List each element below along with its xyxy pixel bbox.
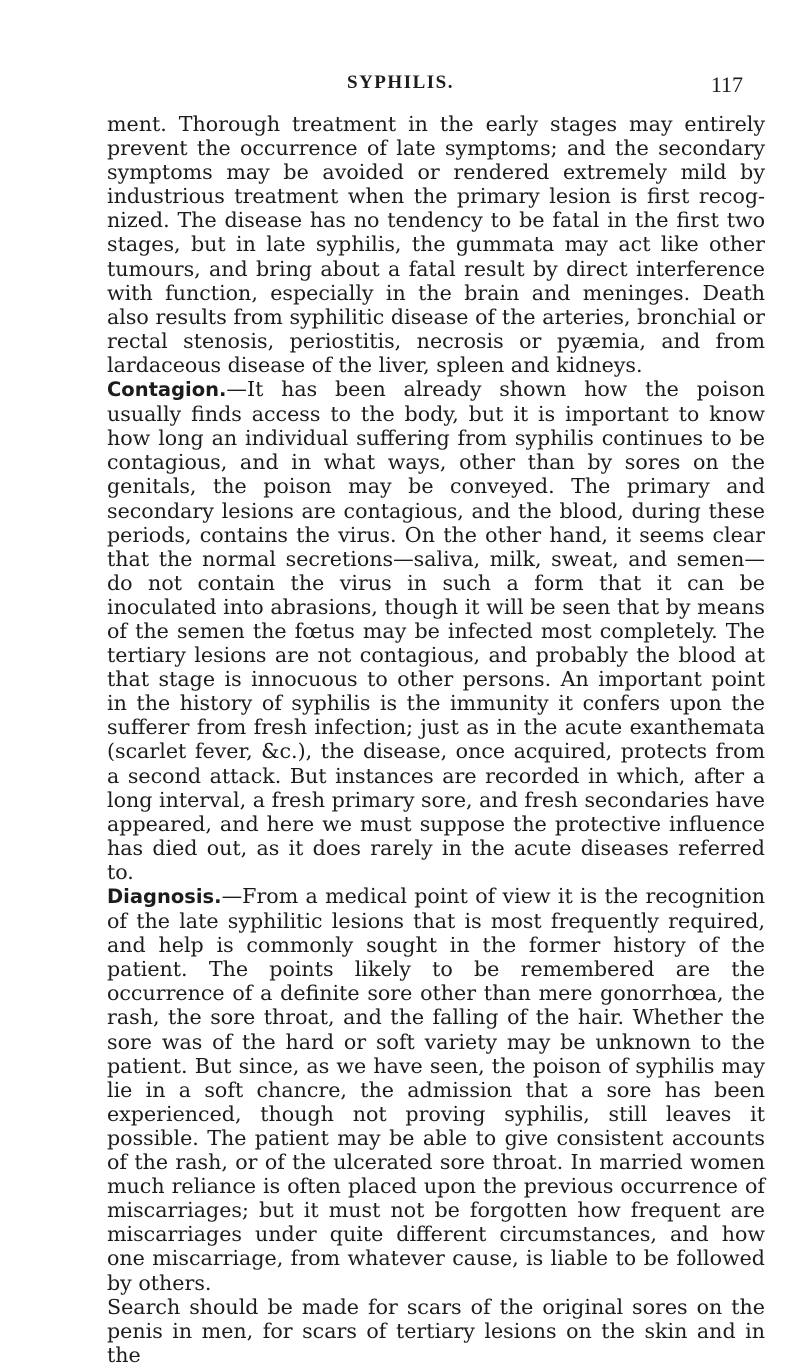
side-heading-diagnosis: Diagnosis. xyxy=(107,885,222,908)
paragraph-search-scars xyxy=(107,1295,765,1367)
side-heading-contagion: Contagion. xyxy=(107,378,227,402)
paragraph-text: ment. Thorough treatment in the early stages may entirely prevent the occurrence of late symptoms; and the secondary symptoms may be avoided or rendered extremely mild by industrious treatment when the primary lesion is first recognized. The disease has no tendency to be fatal in the first two stages, but in late syphilis, the gummata may act like other tumours, and bring about a fatal result by direct interference with function, especially in the brain and meninges. Death also results from syphilitic disease of the arteries, bronchial or rectal stenosis, periostitis, necrosis or pyæmia, and from lardaceous disease of the liver, spleen and kidneys. xyxy=(107,112,765,377)
paragraph-text: —From a medical point of view it is the recognition of the late syphilitic lesions that is most frequently required, and help is commonly sought in the former history of the patient. The points likely to be remembered are the occurrence of a definite sore other than mere gonorrhœa, the rash, the sore throat, and the falling of the hair. Whether the sore was of the hard or soft variety may be unknown to the patient. But since, as we have seen, the poison of syphilis may lie in a soft chancre, the admission that a sore has been experienced, though not proving syphilis, still leaves it possible. The patient may be able to give consistent accounts of the rash, or of the ulcerated sore throat. In married women much reliance is often placed upon the previous occurrence of miscarriages; but it must not be forgotten how frequent are miscarriages under quite different circumstances, and how one miscarriage, from whatever cause, is liable to be followed by others. xyxy=(107,884,765,1295)
body-text xyxy=(107,112,765,1367)
paragraph-text: —It has been already shown how the poison usually finds access to the body, but it is important to know how long an individual suffering from syphilis continues to be contagious, and in what ways, other than by sores on the genitals, the poison may be conveyed. The primary and secondary lesions are contagious, and the blood, during these periods, contains the virus. On the other hand, it seems clear that the normal secretions—saliva, milk, sweat, and semen—do not contain the virus in such a form that it can be inoculated into abrasions, though it will be seen that by means of the semen the fœtus may be infected most completely. The tertiary lesions are not contagious, and probably the blood at that stage is innocuous to other persons. An important point in the history of syphilis is the immunity it confers upon the sufferer from fresh infection; just as in the acute exanthemata (scarlet fever, &c.), the disease, once acquired, protects from a second attack. But instances are recorded in which, after a long interval, a fresh primary sore, and fresh secondaries have appeared, and here we must suppose the protective influence has died out, as it does rarely in the acute diseases referred to. xyxy=(107,377,765,884)
running-title: SYPHILIS. xyxy=(347,72,454,93)
paragraph-diagnosis xyxy=(107,884,765,1295)
paragraph-text: Search should be made for scars of the original sores on the penis in men, for scars of tertiary lesions on the skin and in the xyxy=(107,1294,765,1367)
paragraph-prognosis-continued xyxy=(107,112,765,377)
running-header xyxy=(0,72,801,102)
paragraph-contagion xyxy=(107,377,765,884)
page-number: 117 xyxy=(710,72,743,97)
